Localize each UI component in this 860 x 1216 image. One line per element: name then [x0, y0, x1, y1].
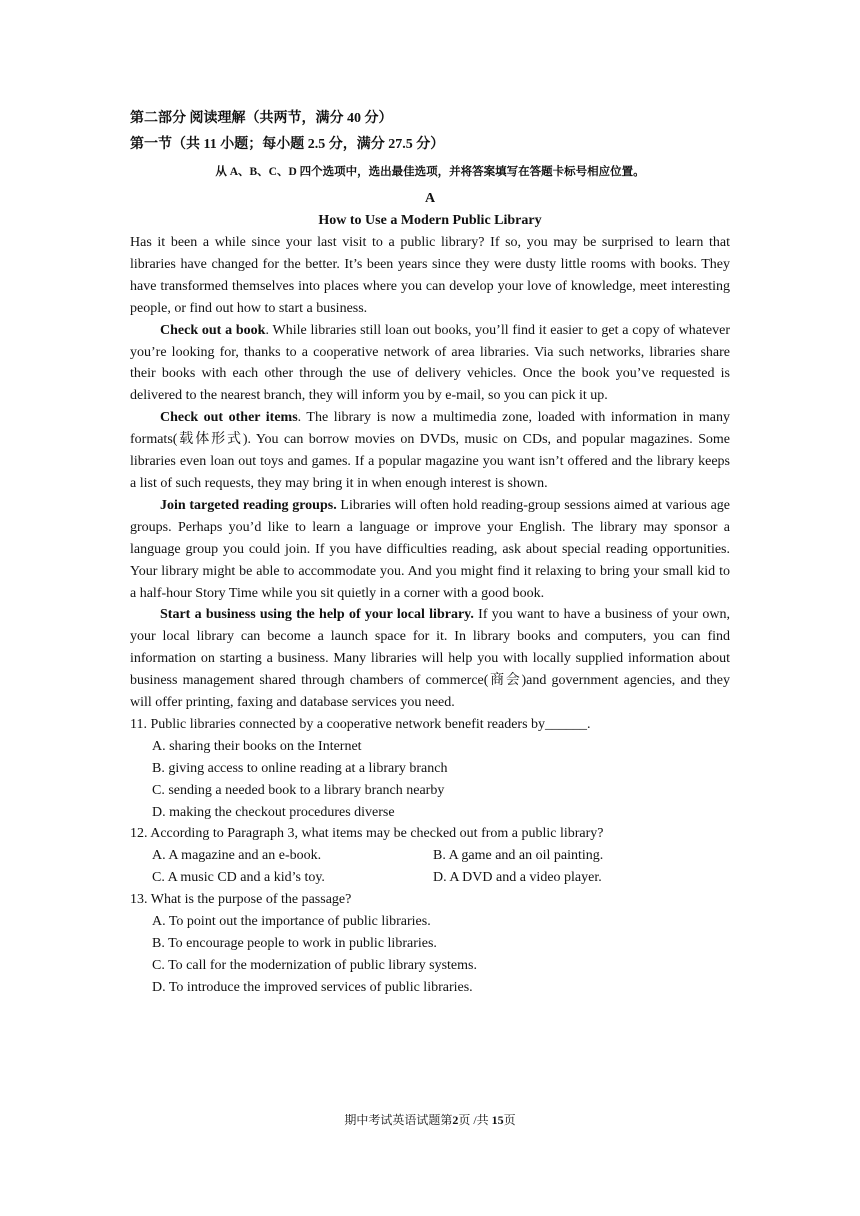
- question-11-option-c: C. sending a needed book to a library branch nearby: [152, 782, 445, 798]
- paragraph-lead: Check out a book: [160, 322, 266, 338]
- question-11-option-d: D. making the checkout procedures diverse: [152, 804, 395, 820]
- question-13-option-c: C. To call for the modernization of public library systems.: [152, 957, 477, 973]
- paragraph-lead: Join targeted reading groups.: [160, 497, 337, 513]
- question-13-option-d: D. To introduce the improved services of public libraries.: [152, 979, 473, 995]
- footer-page-number: 2: [452, 1113, 459, 1127]
- instructions: 从 A、B、C、D 四个选项中，选出最佳选项，并将答案填写在答题卡标号相应位置。: [215, 166, 645, 178]
- passage-paragraph: [130, 495, 730, 605]
- paragraph-text: . The library is now a multimedia zone, loaded with information in many formats(载体形式). You can borrow movies on DVDs, music on CDs, and popular magazines. Some libraries even loan out toys and games. If a popular magazine you want isn’t offered and the library keeps a list of such requests, they may bring it in when enough interest is shown.: [130, 410, 731, 491]
- question-11-option-a: A. sharing their books on the Internet: [152, 738, 362, 754]
- passage-paragraph: [130, 320, 730, 408]
- paragraph-text: Libraries will often hold reading-group sessions aimed at various age groups. Perhaps you’d like to learn a language or improve your English. The library may sponsor a language group you could join. If you have difficulties reading, ask about special reading opportunities. Your library might be able to accommodate you. And you might find it relaxing to bring your small kid to a half-hour Story Time while you sit quietly in a corner with a good book.: [130, 497, 730, 601]
- part-title: 第二部分 阅读理解（共两节，满分 40 分）: [130, 111, 393, 126]
- page-footer: [0, 1111, 860, 1128]
- footer-middle: 页 /共: [458, 1113, 492, 1127]
- question-12-options-row-1: [130, 845, 730, 867]
- page-content: [130, 108, 730, 999]
- question-12-option-b: B. A game and an oil painting.: [433, 848, 604, 864]
- passage-letter: A: [424, 191, 436, 206]
- question-13-stem: 13. What is the purpose of the passage?: [130, 892, 352, 908]
- question-13-option-a: A. To point out the importance of public libraries.: [152, 914, 431, 930]
- question-11-stem: 11. Public libraries connected by a cooperative network benefit readers by______.: [130, 716, 591, 732]
- footer-prefix: 期中考试英语试题第: [344, 1113, 453, 1127]
- question-12-stem: 12. According to Paragraph 3, what items may be checked out from a public library?: [130, 826, 604, 842]
- paragraph-lead: Check out other items: [160, 410, 298, 426]
- footer-suffix: 页: [503, 1113, 516, 1127]
- passage-title: How to Use a Modern Public Library: [318, 213, 542, 228]
- passage-paragraph: [130, 604, 730, 714]
- question-12-option-d: D. A DVD and a video player.: [433, 870, 602, 886]
- paragraph-text: If you want to have a business of your own, your local library can become a launch space for it. In library books and computers, you can find information on starting a business. Many libraries will help you with locally supplied information about business management shared through chambers of commerce(商会)and government agencies, and they will offer printing, faxing and database services you need.: [130, 607, 730, 711]
- passage-intro: Has it been a while since your last visit to a public library? If so, you may be surprised to learn that libraries have changed for the better. It’s been years since they were dusty little rooms with books. They have transformed themselves into places where you can develop your love of knowledge, meet interesting people, or find out how to start a business.: [130, 235, 730, 316]
- section-title: 第一节（共 11 小题；每小题 2.5 分，满分 27.5 分）: [130, 137, 445, 152]
- question-12-option-c: C. A music CD and a kid’s toy.: [152, 870, 325, 886]
- footer-total-pages: 15: [491, 1113, 504, 1127]
- question-11-option-b: B. giving access to online reading at a library branch: [152, 760, 448, 776]
- paragraph-lead: Start a business using the help of your local library.: [160, 607, 474, 623]
- question-12-option-a: A. A magazine and an e-book.: [152, 848, 322, 864]
- question-12-options-row-2: [130, 867, 730, 889]
- question-13-option-b: B. To encourage people to work in public libraries.: [152, 936, 437, 951]
- passage-paragraph: [130, 407, 730, 495]
- paragraph-text: . While libraries still loan out books, you’ll find it easier to get a copy of whatever you’re looking for, thanks to a cooperative network of area libraries. Via such networks, libraries share their books with each other through the use of delivery vehicles. Once the book you’ve requested is delivered to the nearest branch, they will inform you by e-mail, so you can pick it up.: [130, 322, 730, 404]
